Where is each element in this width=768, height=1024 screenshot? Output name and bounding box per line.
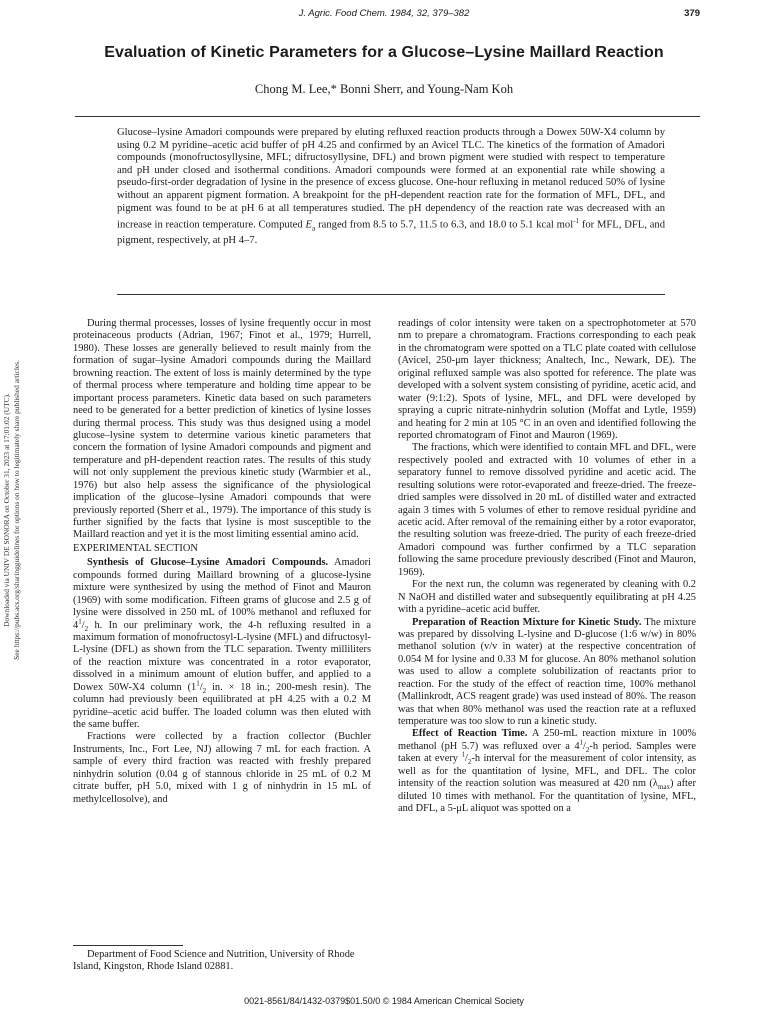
fraction-numerator: 1 — [196, 679, 200, 688]
article-title: Evaluation of Kinetic Parameters for a Glucose–Lysine Maillard Reaction — [104, 44, 664, 61]
copyright-footer: 0021-8561/84/1432-0379$01.50/0 © 1984 American Chemical Society — [244, 996, 524, 1006]
regeneration-paragraph: For the next run, the column was regenerated by cleaning with 0.2 N NaOH and distilled water and subsequently equilibrating at pH 4.25 with a pyridine–acetic acid buffer. — [398, 579, 696, 616]
paragraph-text: Amadori compounds formed during Maillard browning of a glucose-lysine mixture were synthesized by using the method of Finot and Mauron (1969) with some modification. Fifteen grams of glucose and 2.5 g of lysine were dissolved in 250 mL of 100% methanol and refluxed for 4 — [73, 557, 371, 631]
unit-superscript: -1 — [573, 217, 580, 226]
footnote-divider — [73, 945, 183, 946]
abstract-text: for MFL, DFL, and pigment, respectively, at pH 4–7. — [117, 219, 665, 247]
fractions-paragraph: Fractions were collected by a fraction collector (Buchler Instruments, Inc., Fort Lee, NJ) allowing 7 mL for each fraction. A sample of every third fraction was reacted with freshly prepared ninhydrin solution (0.04 g of stannous chloride in 25 mL of 0.2 M citrate buffer, pH 5.0, mixed with 1 g of ninhydrin in 15 mL of methylcellosolve), and — [73, 731, 371, 805]
reaction-time-heading: Effect of Reaction Time. — [412, 728, 528, 740]
left-column — [73, 318, 371, 806]
download-notice-line: Downloaded via UNIV DE SONORA on October 31, 2023 at 17:01:02 (UTC). — [2, 393, 11, 627]
abstract-divider — [117, 294, 665, 295]
section-heading: EXPERIMENTAL SECTION — [73, 542, 198, 554]
activation-energy-subscript: a — [311, 223, 316, 233]
fraction-slash: / — [464, 753, 468, 765]
fraction-denominator: 2 — [467, 758, 472, 767]
paragraph-text: ) after diluted 10 times with methanol. For the quantitation of lysine, MFL, and DFL, a 5-μL aliquot was spotted on a — [398, 778, 696, 815]
abstract-text: Glucose–lysine Amadori compounds were prepared by eluting refluxed reaction products through a Dowex 50W-X4 column by using 0.2 M pyridine–acetic acid buffer of pH 4.25 and confirmed by an Avicel TLC. The kinetics of the formation of Amadori compounds (monofructosyllysine, MFL; difructosyllysine, DFL) and brown pigment were studied with respect to temperature and pH under closed and isothermal conditions. Amadori compounds were formed at an exponential rate while showing a pseudo-first-order degradation of lysine in the presence of excess glucose. One-hour refluxing in metanol reduced 50% of lysine without an apparent pigment formation. A breakpoint for the pH-dependent reaction rate for the formation of MFL, DFL, and pigment was found to be at pH 6 at all temperatures studied. The pH dependency of the reaction rate was decreased with an increase in reaction temperature. Computed — [117, 127, 665, 231]
fraction-denominator: 2 — [84, 624, 89, 633]
preparation-heading: Preparation of Reaction Mixture for Kinetic Study. — [412, 616, 642, 628]
paragraph-text: A 250-mL reaction mixture in 100% methanol (pH 5.7) was refluxed over a 4 — [398, 728, 696, 752]
intro-paragraph: During thermal processes, losses of lysine frequently occur in most proteinaceous products (Adrian, 1967; Finot et al., 1979; Hurrell, 1980). These losses are generally believed to result mainly from the formation of sugar–lysine Amadori compounds during the Maillard browning reaction. The extent of loss is mainly determined by the type of thermal process where temperature and holding time appear to be important process parameters. Kinetic data based on such parameters need to be generated for a better prediction of kinetics of lysine losses during thermal process. This study was thus designed using a model glucose–lysine system to determine various kinetic parameters that concern the formation of lysine Amadori compounds and pigment and temperature and pH-dependent reaction rates. The results of this study will not only supplement the previous kinetic study (Warmbier et al., 1976) but also help assess the significance of the physiological implication of the glucose–lysine Amadori compounds that were previously reported (Sherr et al., 1979). The importance of this study is further signified by the facts that lysine is most susceptible to the Maillard reaction and yet it is the most limiting essential amino acid. — [73, 318, 371, 541]
extraction-paragraph: The fractions, which were identified to contain MFL and DFL, were respectively pooled and extracted with 10 volumes of ether in a separatory funnel to remove dissolved pyridine and acetic acid. The resulting solutions were rotor-evaporated and freeze-dried. The freeze-dried samples were dissolved in 20 mL of distilled water and extracted again 3 times with 5 volumes of ether to remove residual pyridine and acetic acid. After removal of the remaining either by a rotor evaporator, the resulting solution was freeze-dried. The purity of each freeze-dried Amadori compound was further confirmed by a TLC separation following the same procedure previously described (Finot and Mauron, 1969). — [398, 442, 696, 578]
reaction-time-paragraph — [398, 728, 696, 815]
header-divider — [75, 116, 700, 117]
fraction-denominator: 2 — [202, 686, 207, 695]
fraction-slash: / — [199, 681, 203, 693]
lambda-max-subscript: max — [657, 783, 670, 792]
paragraph-text: h. In our preliminary work, the 4-h refluxing resulted in a maximum formation of monofructosyl-L-lysine (MFL) and difructosyl-L-lysine (DFL) as shown from the TLC separation. Twenty milliliters of the reaction mixture was concentrated in a rotor evaporator, dissolved in a minimum amount of elution buffer, and applied to a Dowex 50W-X4 column (1 — [73, 619, 371, 693]
chromatogram-paragraph: readings of color intensity were taken on a spectrophotometer at 570 nm to prepare a chromatogram. Fractions corresponding to each peak in the chromatogram were spotted on a TLC plate coated with cellulose (Avicel, 250-μm layer thickness; Analtech, Inc., Newark, DE). The original refluxed sample was also spotted for reference. The plate was developed with a solvent system consisting of pyridine, acetic acid, and water (9:1:2). Spots of lysine, MFL, and DFL were developed by spraying a cupric nitrate-ninhydrin solution (Moffat and Lytle, 1959) and heating for 2 min at 105 °C in an oven and identified following the reported chromatogram of Finot and Mauron (1969). — [398, 318, 696, 441]
fraction-numerator: 1 — [461, 750, 465, 759]
fraction-slash: / — [81, 619, 85, 631]
abstract-text: ranged from 8.5 to 5.7, 11.5 to 6.3, and 18.0 to 5.1 kcal mol — [315, 219, 574, 231]
abstract — [117, 127, 665, 248]
paragraph-text: -h interval for the measurement of color intensity, as well as for the quantitation of lysine, MFL, and DFL. The color intensity of the reaction solution was measured at 420 nm (λ — [398, 753, 697, 790]
fraction-numerator: 1 — [78, 617, 82, 626]
activation-energy-symbol: E — [305, 219, 312, 231]
fraction-slash: / — [583, 740, 586, 752]
article-authors: Chong M. Lee,* Bonni Sherr, and Young-Nam Koh — [254, 82, 514, 96]
paragraph-text: The mixture was prepared by dissolving L-lysine and D-glucose (1:6 w/w) in 80% methanol solution (v/v in water) at the respective concentration of 0.054 M for lysine and 0.33 M for glucose. An 80% methanol solution was used to allow a complete solubilization of reactants prior to reaction. For the study of the effect of reaction time, 100% methanol (Mallinkrodt, ACS reagent grade) was used instead of 80%. The reason was that when 80% methanol was used the reaction rate at a refluxed temperature was too slow to run a kinetic study. — [398, 616, 696, 727]
fraction-denominator: 2 — [585, 745, 590, 754]
sharing-guidelines-link[interactable]: See https://pubs.acs.org/sharingguidelines for options on how to legitimately share published articles. — [12, 360, 21, 660]
fraction-numerator: 1 — [579, 738, 584, 747]
paragraph-text: in. × 18 in.; 200-mesh resin). The column had previously been equilibrated at pH 4.25 with a 0.2 M pyridine–acetic acid buffer. The loaded column was then eluted with the same buffer. — [73, 681, 371, 730]
journal-citation: J. Agric. Food Chem. 1984, 32, 379–382 — [298, 8, 470, 19]
preparation-paragraph — [398, 617, 696, 729]
affiliation-footnote: Department of Food Science and Nutrition, University of Rhode Island, Kingston, Rhode Island 02881. — [73, 949, 355, 973]
right-column — [398, 318, 696, 816]
page-number: 379 — [684, 8, 700, 19]
download-notice — [2, 305, 21, 715]
synthesis-paragraph — [73, 557, 371, 731]
synthesis-heading: Synthesis of Glucose–Lysine Amadori Compounds. — [87, 557, 329, 569]
paragraph-text: -h period. Samples were taken at every — [398, 740, 696, 765]
running-head — [0, 8, 768, 22]
